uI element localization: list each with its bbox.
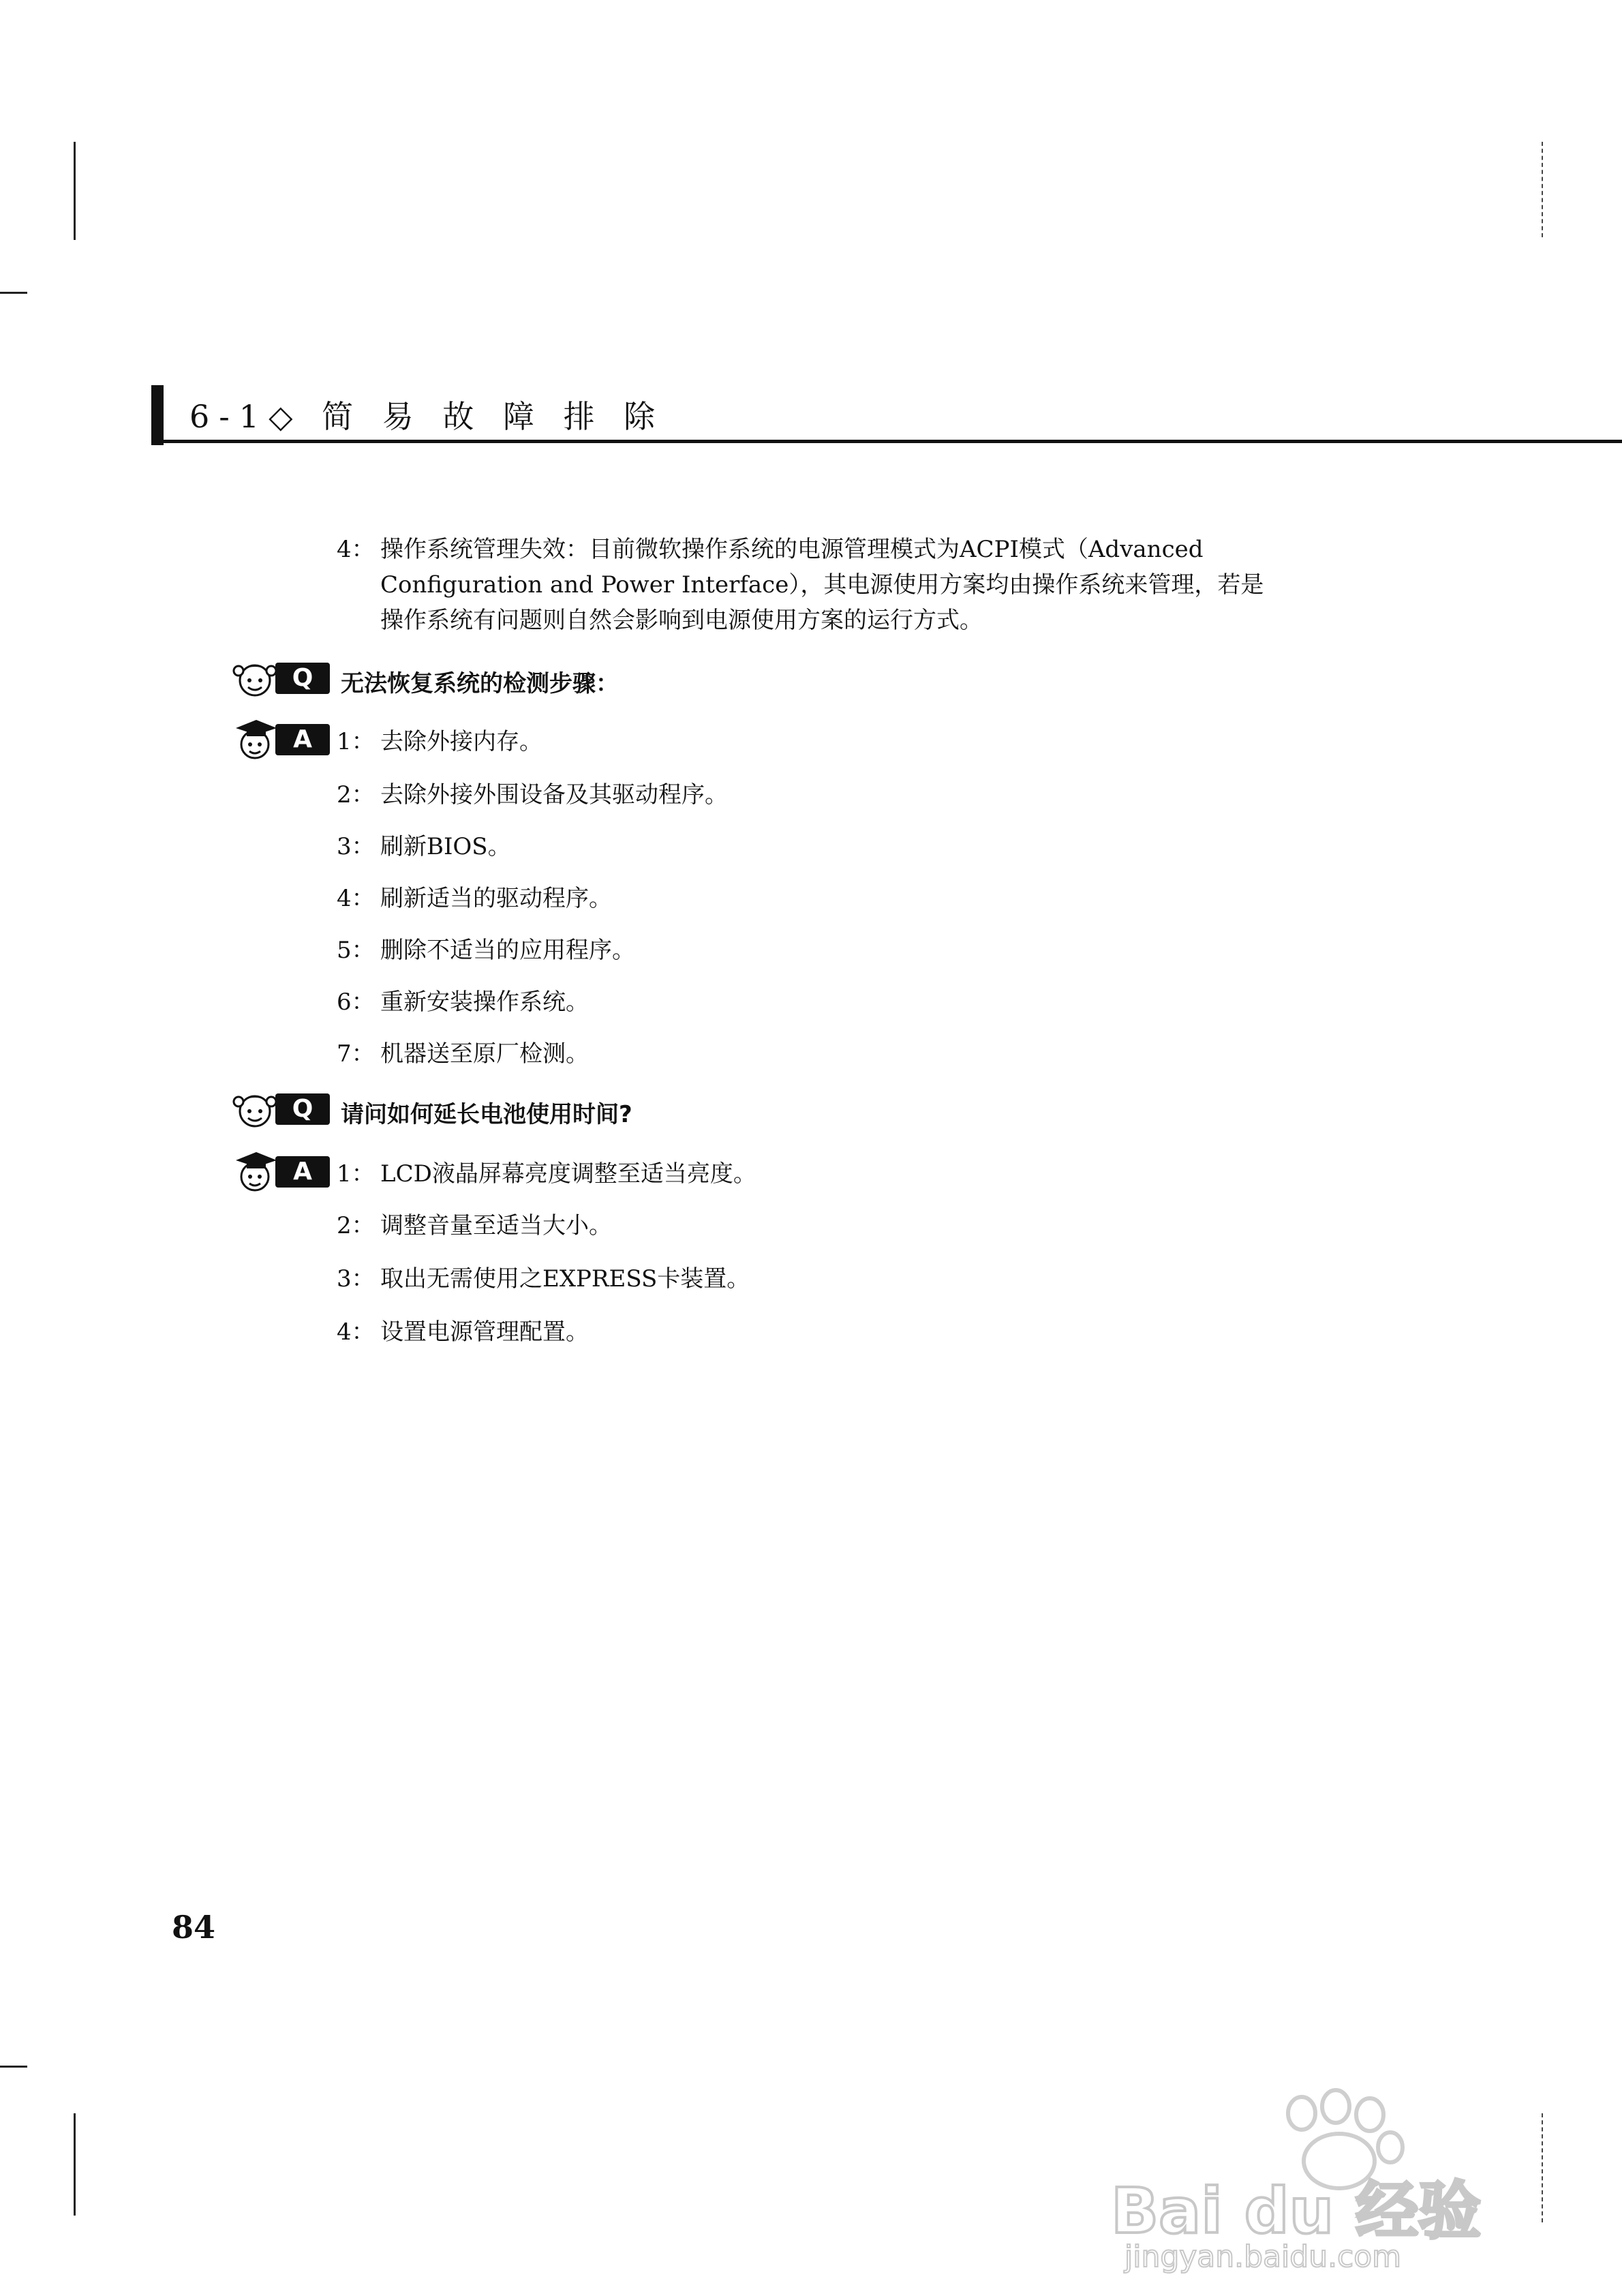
answer-1-1: 1： 去除外接内存。 [337, 728, 542, 755]
question-label: Q [275, 663, 330, 694]
answer-2-3: 3： 取出无需使用之EXPRESS卡装置。 [337, 1265, 750, 1293]
intro-item-line-1: 操作系统管理失效：目前微软操作系统的电源管理模式为ACPI模式（Advanced [380, 536, 1204, 563]
graduate-face-icon [232, 1148, 279, 1196]
crop-mark-bottom-left-vertical [74, 2113, 76, 2216]
header-marker [151, 385, 164, 445]
question-badge [232, 654, 334, 702]
watermark-brand: Bai du 经验 [1111, 2175, 1482, 2248]
girl-face-icon [232, 654, 279, 702]
answer-1-5: 5： 删除不适当的应用程序。 [337, 937, 635, 964]
section-title: 6-1◇ 简 易 故 障 排 除 [189, 398, 665, 435]
intro-item-line-3: 操作系统有问题则自然会影响到电源使用方案的运行方式。 [380, 607, 983, 634]
answer-2-2: 2： 调整音量至适当大小。 [337, 1212, 612, 1239]
answer-badge [232, 716, 334, 764]
question-label: Q [275, 1093, 330, 1125]
answer-badge [232, 1148, 334, 1196]
question-badge [232, 1085, 334, 1133]
answer-1-2: 2： 去除外接外围设备及其驱动程序。 [337, 781, 728, 809]
baidu-jingyan-watermark [1104, 2086, 1527, 2277]
crop-mark-bottom-right [1542, 2113, 1543, 2222]
crop-mark-top-left-horizontal [0, 292, 27, 294]
answer-1-7: 7： 机器送至原厂检测。 [337, 1040, 589, 1068]
answer-1-6: 6： 重新安装操作系统。 [337, 988, 589, 1016]
header-rule [151, 440, 1622, 443]
answer-1-3: 3： 刷新BIOS。 [337, 833, 511, 860]
answer-2-4: 4： 设置电源管理配置。 [337, 1318, 589, 1346]
answer-label: A [275, 1156, 330, 1188]
intro-item [337, 532, 1204, 567]
watermark-url: jingyan.baidu.com [1124, 2239, 1402, 2274]
crop-mark-top-left-vertical [74, 142, 76, 240]
crop-mark-top-right [1542, 142, 1543, 237]
answer-2-1: 1： LCD液晶屏幕亮度调整至适当亮度。 [337, 1160, 756, 1188]
page-number: 84 [172, 1909, 216, 1946]
question-2: 请问如何延长电池使用时间? [341, 1101, 632, 1128]
graduate-face-icon [232, 716, 279, 764]
answer-label: A [275, 724, 330, 755]
question-1: 无法恢复系统的检测步骤： [341, 670, 619, 697]
intro-item-number: 4： [337, 536, 375, 563]
answer-1-4: 4： 刷新适当的驱动程序。 [337, 885, 612, 912]
intro-item-line-2: Configuration and Power Interface），其电源使用方案均由操作系统来管理，若是 [380, 571, 1264, 599]
crop-mark-bottom-left-horizontal [0, 2066, 27, 2068]
girl-face-icon [232, 1085, 279, 1133]
